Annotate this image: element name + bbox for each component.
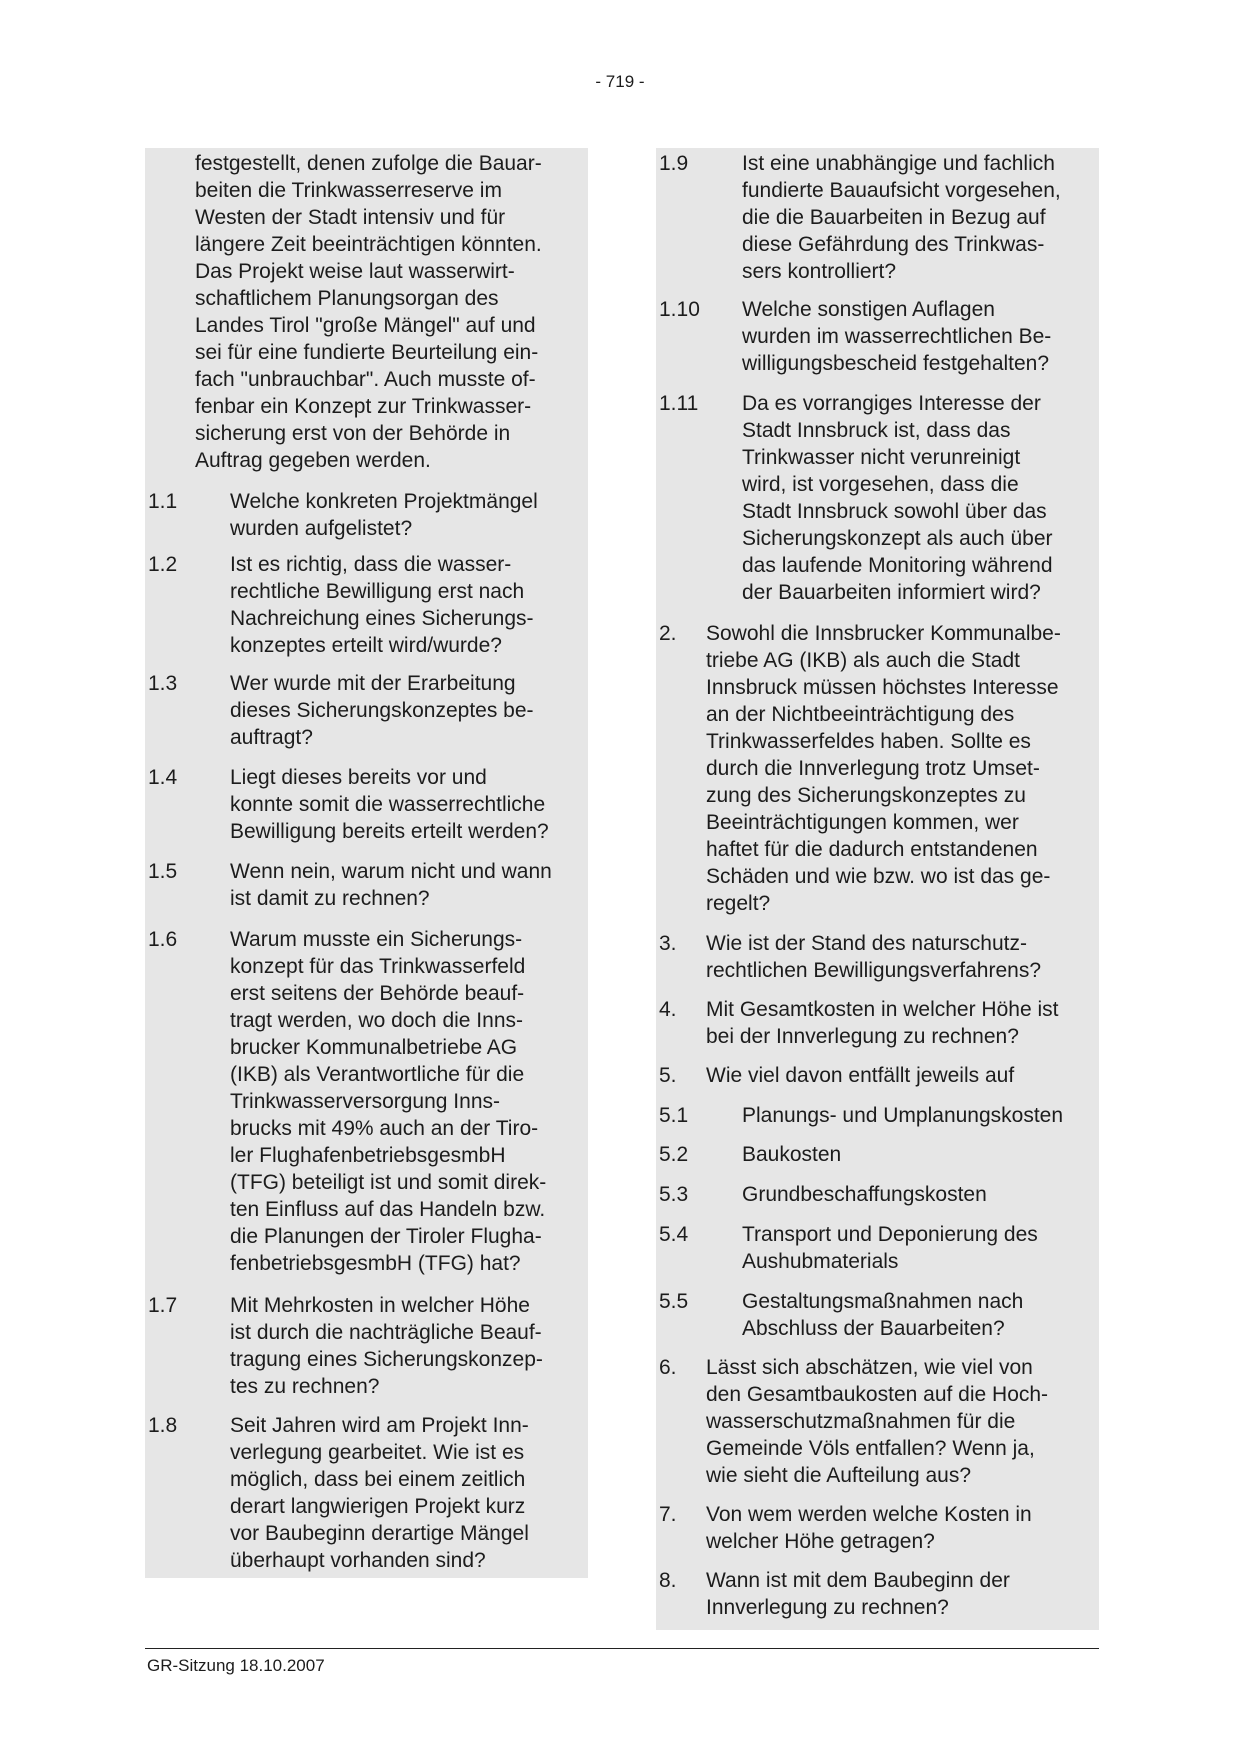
item-number: 1.2 — [148, 553, 178, 576]
item-text: Wer wurde mit der Erarbeitung dieses Sicherungskonzeptes be- auftragt? — [230, 672, 534, 749]
footer-session-date: GR-Sitzung 18.10.2007 — [147, 1656, 325, 1675]
item-number: 5.2 — [659, 1143, 689, 1166]
item-text: Planungs- und Umplanungskosten — [742, 1104, 1064, 1127]
item-text: Welche sonstigen Auflagen wurden im wasserrechtlichen Be- willigungsbescheid festgehalten? — [742, 298, 1052, 375]
item-text: Von wem werden welche Kosten in welcher Höhe getragen? — [706, 1503, 1032, 1553]
item-text: Ist eine unabhängige und fachlich fundierte Bauaufsicht vorgesehen, die die Bauarbeiten in Bezug auf diese Gefährdung des Trinkwas- sers kontrolliert? — [742, 152, 1061, 283]
item-text: Liegt dieses bereits vor und konnte somit die wasserrechtliche Bewilligung bereits erteilt werden? — [230, 766, 549, 843]
right-column — [656, 148, 1099, 1630]
item-text: Mit Mehrkosten in welcher Höhe ist durch die nachträgliche Beauf- tragung eines Sicherungskonzep- tes zu rechnen? — [230, 1294, 543, 1398]
item-number: 5.5 — [659, 1290, 689, 1313]
item-number: 1.5 — [148, 860, 178, 883]
item-number: 8. — [659, 1569, 677, 1592]
item-number: 1.8 — [148, 1414, 178, 1437]
item-text: Wann ist mit dem Baubeginn der Innverlegung zu rechnen? — [706, 1569, 1010, 1619]
item-text: Transport und Deponierung des Aushubmaterials — [742, 1223, 1038, 1273]
item-number: 1.3 — [148, 672, 178, 695]
item-number: 5.4 — [659, 1223, 689, 1246]
intro-text: festgestellt, denen zufolge die Bauar- beiten die Trinkwasserreserve im Westen der Stadt intensiv und für längere Zeit beeinträchtigen könnten. Das Projekt weise laut wasserwirt- schaftlichem Planungsorgan des Landes Tirol "große Mängel" auf und sei für eine fundierte Beurteilung ein- fach "unbrauchbar". Auch musste of- fenbar ein Konzept zur Trinkwasser- sicherung erst von der Behörde in Auftrag gegeben werden. — [195, 152, 542, 472]
item-number: 1.4 — [148, 766, 178, 789]
item-text: Da es vorrangiges Interesse der Stadt Innsbruck ist, dass das Trinkwasser nicht verunreinigt wird, ist vorgesehen, dass die Stadt Innsbruck sowohl über das Sicherungskonzept als auch über das laufende Monitoring während der Bauarbeiten informiert wird? — [742, 392, 1053, 604]
item-number: 1.10 — [659, 298, 700, 321]
item-number: 5. — [659, 1064, 677, 1087]
page-number: - 719 - — [595, 72, 645, 91]
item-number: 1.11 — [659, 392, 699, 415]
item-number: 3. — [659, 932, 677, 955]
item-text: Welche konkreten Projektmängel wurden aufgelistet? — [230, 490, 538, 540]
item-text: Wie viel davon entfällt jeweils auf — [706, 1064, 1015, 1087]
item-number: 1.6 — [148, 928, 178, 951]
item-text: Sowohl die Innsbrucker Kommunalbe- triebe AG (IKB) als auch die Stadt Innsbruck müssen höchstes Interesse an der Nichtbeeinträchtigung des Trinkwasserfeldes haben. Sollte es durch die Innverlegung trotz Umset- zung des Sicherungskonzeptes zu Beeinträchtigungen kommen, wer haftet für die dadurch entstandenen Schäden und wie bzw. wo ist das ge- regelt? — [706, 622, 1061, 915]
item-text: Mit Gesamtkosten in welcher Höhe ist bei der Innverlegung zu rechnen? — [706, 998, 1059, 1048]
item-text: Ist es richtig, dass die wasser- rechtliche Bewilligung erst nach Nachreichung eines Sicherungs- konzeptes erteilt wird/wurde? — [230, 553, 534, 657]
item-number: 1.7 — [148, 1294, 178, 1317]
item-number: 5.1 — [659, 1104, 689, 1127]
item-number: 7. — [659, 1503, 677, 1526]
footer-divider — [145, 1648, 1099, 1649]
item-text: Gestaltungsmaßnahmen nach Abschluss der Bauarbeiten? — [742, 1290, 1024, 1340]
item-text: Warum musste ein Sicherungs- konzept für das Trinkwasserfeld erst seitens der Behörde beauf- tragt werden, wo doch die Inns- brucker Kommunalbetriebe AG (IKB) als Verantwortliche für die Trinkwasserversorgung Inns- brucks mit 49% auch an der Tiro- ler FlughafenbetriebsgesmbH (TFG) beteiligt ist und somit direk- ten Einfluss auf das Handeln bzw. die Planungen der Tiroler Flugha- fenbetriebsgesmbH (TFG) hat? — [230, 928, 547, 1275]
item-number: 2. — [659, 622, 677, 645]
item-number: 4. — [659, 998, 677, 1021]
item-number: 1.9 — [659, 152, 689, 175]
item-text: Seit Jahren wird am Projekt Inn- verlegung gearbeitet. Wie ist es möglich, dass bei einem zeitlich derart langwierigen Projekt kurz vor Baubeginn derartige Mängel überhaupt vorhanden sind? — [230, 1414, 529, 1572]
item-text: Wenn nein, warum nicht und wann ist damit zu rechnen? — [230, 860, 552, 910]
item-number: 1.1 — [148, 490, 178, 513]
left-column — [145, 148, 588, 1578]
item-number: 5.3 — [659, 1183, 689, 1206]
item-text: Wie ist der Stand des naturschutz- rechtlichen Bewilligungsverfahrens? — [706, 932, 1042, 982]
item-text: Lässt sich abschätzen, wie viel von den Gesamtbaukosten auf die Hoch- wasserschutzmaßnahmen für die Gemeinde Völs entfallen? Wenn ja, wie sieht die Aufteilung aus? — [706, 1356, 1049, 1487]
item-text: Grundbeschaffungskosten — [742, 1183, 987, 1206]
item-text: Baukosten — [742, 1143, 842, 1166]
item-number: 6. — [659, 1356, 677, 1379]
